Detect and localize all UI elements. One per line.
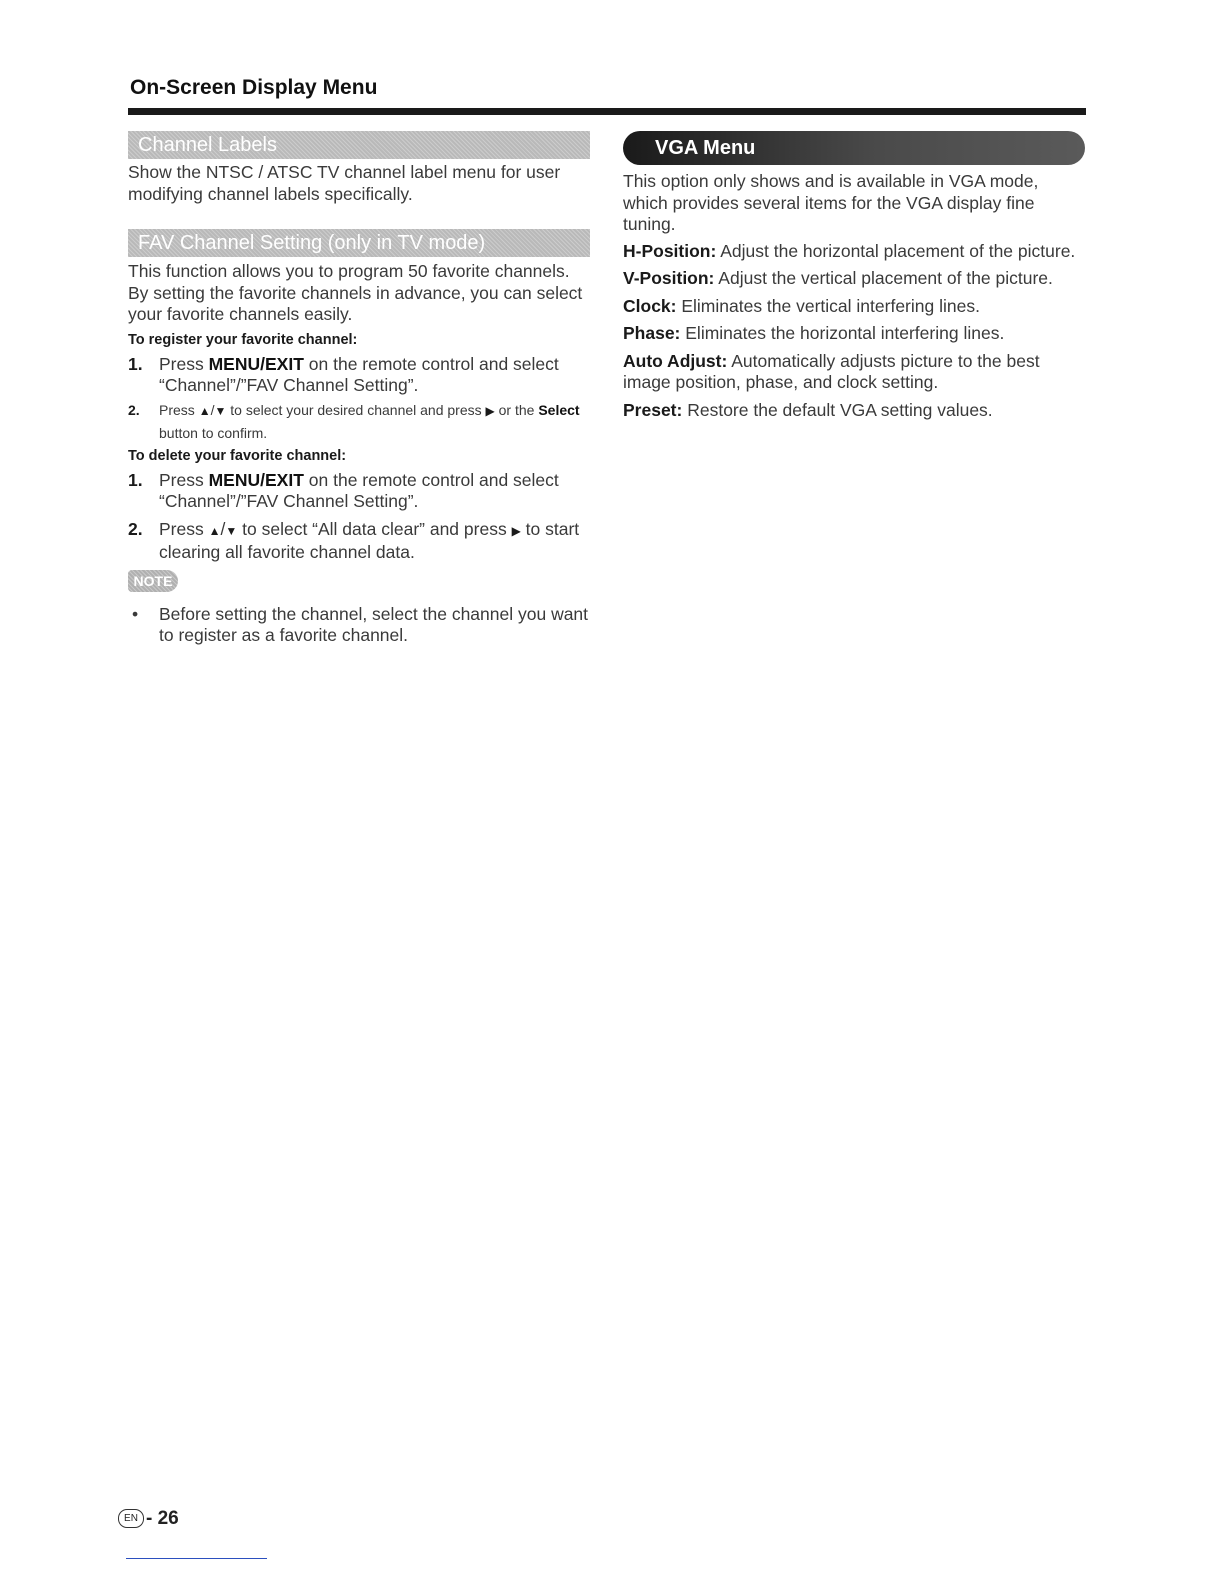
item-term: Clock: (623, 295, 677, 316)
note-bullet (128, 604, 590, 647)
step-text: Press (159, 401, 199, 418)
vga-intro-text: This option only shows and is available in VGA mode, which provides several items for the VGA display fine tuning. (623, 171, 1039, 234)
up-arrow-icon: ▲ (208, 523, 221, 538)
item-term: H-Position: (623, 240, 717, 261)
item-desc: Eliminates the horizontal interfering lines. (680, 323, 1005, 343)
vga-item-phase (623, 323, 1085, 345)
vga-item-clock (623, 296, 1085, 318)
delete-heading: To delete your favorite channel: (128, 447, 347, 464)
header-rule (128, 108, 1086, 115)
item-term: Auto Adjust: (623, 350, 728, 371)
vga-item-auto-adjust (623, 351, 1085, 394)
right-column (623, 131, 1085, 421)
delete-step-2 (128, 519, 590, 564)
register-step-1 (128, 354, 590, 397)
step-number: 2. (128, 518, 143, 539)
channel-labels-text: Show the NTSC / ATSC TV channel label menu for user modifying channel labels specifically. (128, 162, 561, 204)
vga-item-v-position (623, 268, 1085, 290)
fav-intro-text: This function allows you to program 50 favorite channels. By setting the favorite channels in advance, you can select your favorite channels easily. (128, 261, 583, 324)
down-arrow-icon: ▼ (214, 403, 227, 418)
down-arrow-icon: ▼ (225, 523, 238, 538)
item-term: V-Position: (623, 268, 715, 288)
language-badge-icon: EN (118, 1509, 144, 1528)
page-title: On-Screen Display Menu (130, 76, 378, 99)
step-text: to select your desired channel and press (226, 401, 486, 418)
step-text: to select “All data clear” and press (237, 518, 512, 539)
note-badge: NOTE (128, 570, 178, 592)
menu-exit-key: MENU/EXIT (208, 469, 304, 490)
step-text: button to confirm. (159, 424, 268, 441)
step-text: to start clearing all favorite channel data. (159, 518, 580, 562)
menu-exit-key: MENU/EXIT (208, 353, 304, 374)
footer-rule (126, 1558, 267, 1559)
step-text: Press (159, 469, 209, 490)
left-column (128, 131, 590, 647)
step-text: on the remote control and select “Channel”/”FAV Channel Setting”. (159, 469, 559, 511)
item-desc: Restore the default VGA setting values. (682, 399, 993, 420)
right-arrow-icon: ▶ (485, 403, 495, 418)
register-step-2 (128, 399, 590, 444)
delete-step-1 (128, 470, 590, 513)
register-heading: To register your favorite channel: (128, 331, 358, 348)
step-text: or the (494, 401, 539, 418)
item-desc: Eliminates the vertical interfering lines. (676, 295, 980, 316)
slash: / (220, 518, 226, 539)
channel-labels-banner: Channel Labels (128, 131, 590, 159)
vga-menu-banner: VGA Menu (623, 131, 1085, 165)
slash: / (210, 401, 215, 418)
vga-item-h-position (623, 241, 1085, 263)
item-desc: Adjust the horizontal placement of the picture. (716, 240, 1076, 261)
fav-channel-banner: FAV Channel Setting (only in TV mode) (128, 229, 590, 257)
item-term: Phase: (623, 323, 681, 343)
step-number: 1. (128, 469, 143, 490)
footer-separator: - (146, 1508, 153, 1529)
note-text: Before setting the channel, select the channel you want to register as a favorite channel. (159, 603, 589, 645)
vga-item-preset (623, 400, 1085, 422)
bullet-dot-icon: • (132, 603, 139, 624)
page-footer (118, 1508, 179, 1530)
right-arrow-icon: ▶ (511, 523, 521, 538)
up-arrow-icon: ▲ (198, 403, 211, 418)
step-text: on the remote control and select “Channel”/”FAV Channel Setting”. (159, 353, 559, 395)
select-key: Select (538, 401, 580, 418)
item-term: Preset: (623, 399, 683, 420)
item-desc: Adjust the vertical placement of the picture. (714, 268, 1053, 288)
step-number: 1. (128, 353, 143, 374)
page-number: 26 (157, 1508, 179, 1529)
item-desc: Automatically adjusts picture to the best image position, phase, and clock setting. (623, 350, 1040, 392)
step-number: 2. (128, 401, 140, 418)
step-text: Press (159, 518, 209, 539)
step-text: Press (159, 353, 209, 374)
